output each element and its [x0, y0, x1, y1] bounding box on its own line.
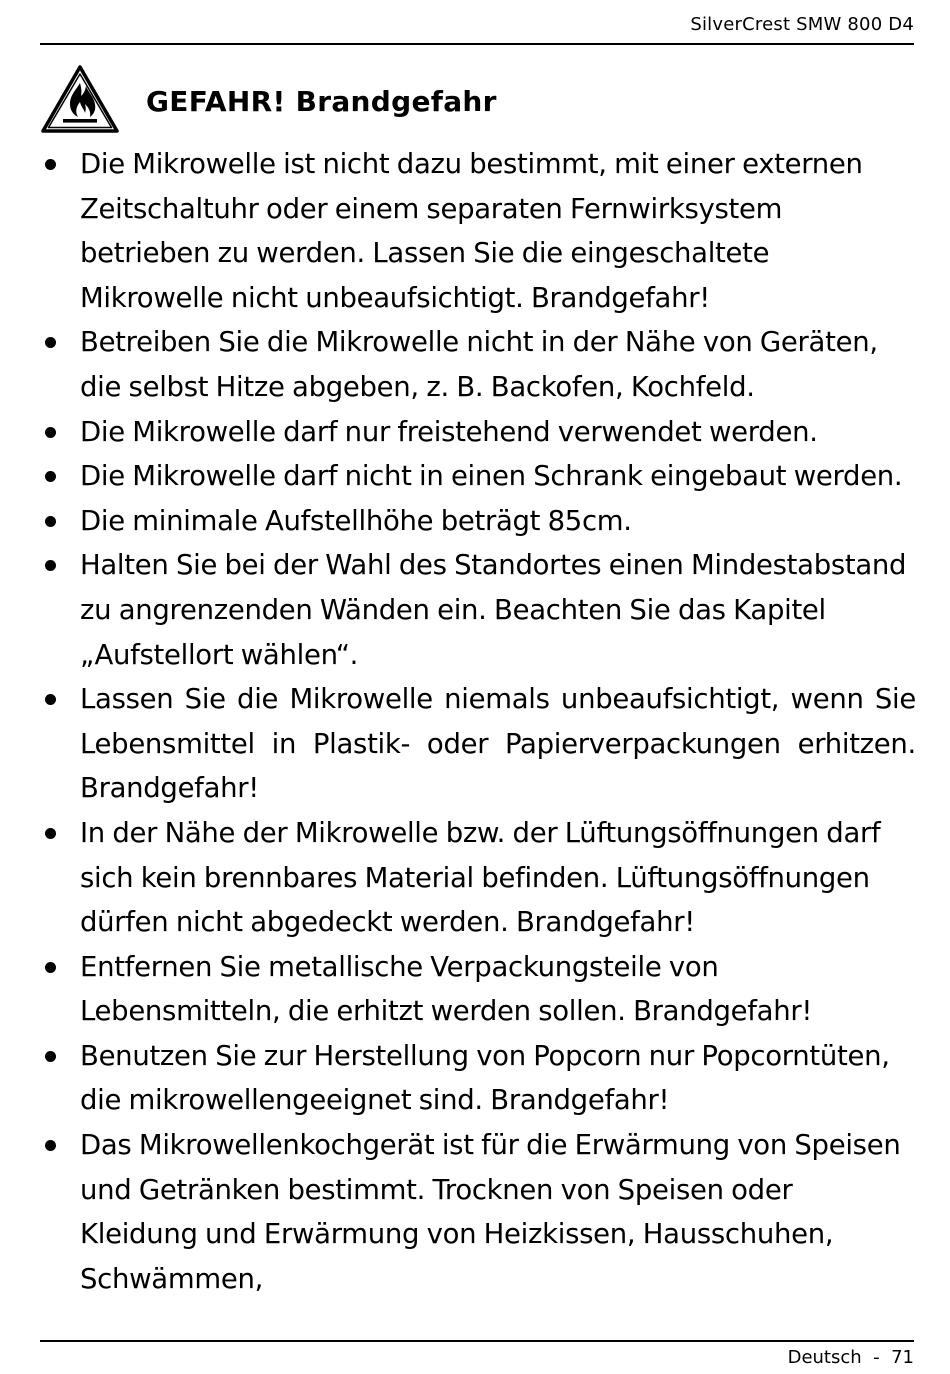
list-item: [40, 677, 916, 811]
bullet-icon: [45, 1051, 56, 1062]
warning-heading-row: [40, 64, 914, 136]
list-item-text: In der Nähe der Mikrowelle bzw. der Lüftungsöffnungen darf sich kein brennbares Material befinden. Lüftungsöffnungen dürfen nicht abgedeckt werden. Brandgefahr!: [80, 816, 881, 939]
bullet-icon: [45, 337, 56, 348]
bullet-icon: [45, 427, 56, 438]
list-item-text: Lassen Sie die Mikrowelle niemals unbeaufsichtigt, wenn Sie Lebensmittel in Plastik- oder Papierverpackungen erhitzen. Brandgefahr!: [80, 683, 916, 805]
list-item: [40, 320, 916, 409]
list-item-text: Halten Sie bei der Wahl des Standortes einen Mindestabstand zu angrenzenden Wänden ein. Beachten Sie das Kapitel „Aufstellort wählen“.: [80, 549, 907, 671]
list-item-text: Das Mikrowellenkochgerät ist für die Erwärmung von Speisen und Getränken bestimmt. Trocknen von Speisen oder Kleidung und Erwärmung von Heizkissen, Hausschuhen, Schwämmen,: [80, 1129, 901, 1295]
list-item: [40, 1123, 916, 1301]
list-item: [40, 945, 916, 1034]
page-number: 71: [891, 1347, 914, 1368]
list-item-text: Die Mikrowelle darf nur freistehend verwendet werden.: [80, 415, 818, 448]
list-item-text: Benutzen Sie zur Herstellung von Popcorn nur Popcorntüten, die mikrowellengeeignet sind. Brandgefahr!: [80, 1039, 890, 1117]
bullet-icon: [45, 962, 56, 973]
list-item-text: Entfernen Sie metallische Verpackungsteile von Lebensmitteln, die erhitzt werden sollen. Brandgefahr!: [80, 950, 813, 1028]
page-footer: [788, 1347, 914, 1368]
list-item-text: Die Mikrowelle ist nicht dazu bestimmt, mit einer externen Zeitschaltuhr oder einem separaten Fernwirksystem betrieben zu werden. Lassen Sie die eingeschaltete Mikrowelle nicht unbeaufsichtigt. Brandgefahr!: [80, 148, 863, 314]
document-header-title: SilverCrest SMW 800 D4: [690, 14, 914, 35]
list-item-text: Die minimale Aufstellhöhe beträgt 85cm.: [80, 504, 632, 537]
list-item-text: Die Mikrowelle darf nicht in einen Schrank eingebaut werden.: [80, 460, 903, 493]
header-divider: [40, 43, 914, 45]
footer-divider: [40, 1340, 914, 1342]
fire-warning-icon: [40, 64, 120, 134]
list-item: [40, 1034, 916, 1123]
list-item: [40, 454, 916, 499]
bullet-icon: [45, 1140, 56, 1151]
bullet-icon: [45, 560, 56, 571]
list-item: [40, 499, 916, 544]
list-item: [40, 543, 916, 677]
bullet-icon: [45, 471, 56, 482]
footer-language: Deutsch: [787, 1347, 862, 1368]
safety-bullet-list: [40, 142, 916, 1301]
bullet-icon: [45, 694, 56, 705]
list-item: [40, 811, 916, 945]
footer-separator: -: [873, 1347, 880, 1368]
list-item: [40, 142, 916, 320]
list-item: [40, 410, 916, 455]
section-heading: GEFAHR! Brandgefahr: [146, 85, 497, 118]
bullet-icon: [45, 516, 56, 527]
list-item-text: Betreiben Sie die Mikrowelle nicht in der Nähe von Geräten, die selbst Hitze abgeben, z. B. Backofen, Kochfeld.: [80, 326, 878, 403]
bullet-icon: [45, 159, 56, 170]
bullet-icon: [45, 828, 56, 839]
